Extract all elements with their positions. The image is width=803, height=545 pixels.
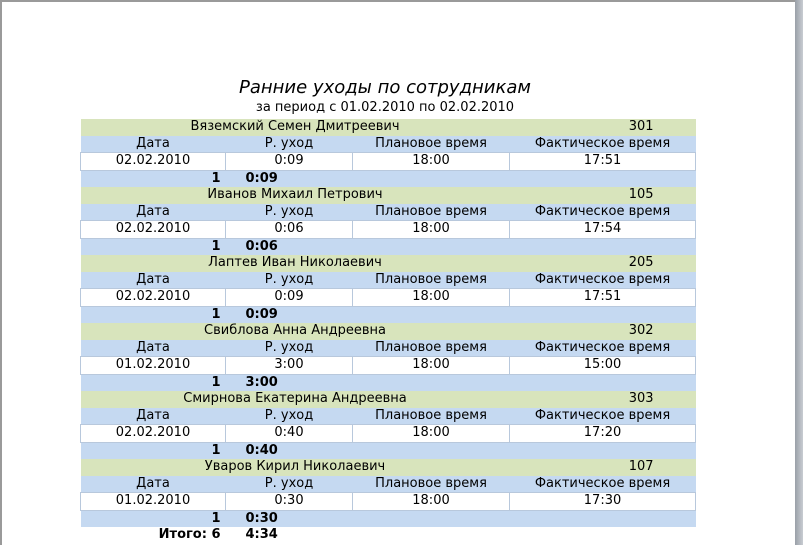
cell-actual: 17:51 bbox=[510, 153, 696, 171]
subtotal-count: 1 bbox=[81, 306, 226, 323]
subtotal-row bbox=[81, 238, 696, 255]
column-header-row bbox=[81, 136, 696, 153]
subtotal-row bbox=[81, 374, 696, 391]
employee-group-row bbox=[81, 119, 696, 136]
column-header: Дата bbox=[81, 340, 226, 357]
subtotal-time: 0:40 bbox=[226, 442, 353, 459]
subtotal-empty bbox=[353, 510, 510, 527]
grand-total-empty bbox=[510, 527, 696, 544]
column-header: Дата bbox=[81, 204, 226, 221]
column-header: Фактическое время bbox=[510, 272, 696, 289]
cell-early: 0:09 bbox=[226, 153, 353, 171]
subtotal-row bbox=[81, 170, 696, 187]
subtotal-time: 0:09 bbox=[226, 306, 353, 323]
column-header: Плановое время bbox=[353, 136, 510, 153]
report-period: за период с 01.02.2010 по 02.02.2010 bbox=[255, 100, 515, 115]
employee-code: 301 bbox=[510, 119, 696, 136]
table-row bbox=[81, 425, 696, 443]
cell-date: 01.02.2010 bbox=[81, 357, 226, 375]
column-header-row bbox=[81, 340, 696, 357]
subtotal-empty bbox=[510, 170, 696, 187]
column-header: Р. уход bbox=[226, 476, 353, 493]
cell-actual: 17:54 bbox=[510, 221, 696, 239]
employee-name: Лаптев Иван Николаевич bbox=[81, 255, 510, 272]
cell-actual: 17:51 bbox=[510, 289, 696, 307]
table-row bbox=[81, 357, 696, 375]
employee-group-row bbox=[81, 255, 696, 272]
cell-date: 02.02.2010 bbox=[81, 289, 226, 307]
employee-group-row bbox=[81, 187, 696, 204]
employee-code: 105 bbox=[510, 187, 696, 204]
subtotal-count: 1 bbox=[81, 170, 226, 187]
subtotal-time: 3:00 bbox=[226, 374, 353, 391]
subtotal-time: 0:30 bbox=[226, 510, 353, 527]
column-header: Дата bbox=[81, 408, 226, 425]
subtotal-count: 1 bbox=[81, 238, 226, 255]
column-header: Фактическое время bbox=[510, 408, 696, 425]
employee-group-row bbox=[81, 323, 696, 340]
subtotal-empty bbox=[353, 442, 510, 459]
employee-name: Свиблова Анна Андреевна bbox=[81, 323, 510, 340]
employee-group-row bbox=[81, 459, 696, 476]
cell-early: 0:06 bbox=[226, 221, 353, 239]
subtotal-row bbox=[81, 306, 696, 323]
column-header: Фактическое время bbox=[510, 136, 696, 153]
table-row bbox=[81, 221, 696, 239]
employee-code: 107 bbox=[510, 459, 696, 476]
cell-actual: 17:30 bbox=[510, 493, 696, 511]
table-row bbox=[81, 289, 696, 307]
column-header: Плановое время bbox=[353, 204, 510, 221]
column-header: Плановое время bbox=[353, 340, 510, 357]
employee-code: 205 bbox=[510, 255, 696, 272]
column-header: Фактическое время bbox=[510, 204, 696, 221]
subtotal-time: 0:09 bbox=[226, 170, 353, 187]
employee-name: Иванов Михаил Петрович bbox=[81, 187, 510, 204]
employee-name: Смирнова Екатерина Андреевна bbox=[81, 391, 510, 408]
report-table-body bbox=[81, 119, 696, 544]
subtotal-row bbox=[81, 442, 696, 459]
subtotal-empty bbox=[353, 170, 510, 187]
cell-early: 3:00 bbox=[226, 357, 353, 375]
window-scrollbar[interactable] bbox=[795, 0, 803, 545]
subtotal-empty bbox=[510, 510, 696, 527]
column-header: Плановое время bbox=[353, 272, 510, 289]
report-table bbox=[80, 119, 696, 544]
column-header: Р. уход bbox=[226, 136, 353, 153]
column-header: Дата bbox=[81, 272, 226, 289]
cell-planned: 18:00 bbox=[353, 289, 510, 307]
cell-date: 02.02.2010 bbox=[81, 221, 226, 239]
column-header: Р. уход bbox=[226, 408, 353, 425]
cell-early: 0:40 bbox=[226, 425, 353, 443]
cell-early: 0:09 bbox=[226, 289, 353, 307]
cell-planned: 18:00 bbox=[353, 493, 510, 511]
cell-planned: 18:00 bbox=[353, 357, 510, 375]
employee-name: Вяземский Семен Дмитреевич bbox=[81, 119, 510, 136]
grand-total-time: 4:34 bbox=[226, 527, 353, 544]
column-header: Р. уход bbox=[226, 272, 353, 289]
subtotal-empty bbox=[353, 374, 510, 391]
column-header: Р. уход bbox=[226, 204, 353, 221]
employee-name: Уваров Кирил Николаевич bbox=[81, 459, 510, 476]
cell-planned: 18:00 bbox=[353, 221, 510, 239]
subtotal-row bbox=[81, 510, 696, 527]
table-row bbox=[81, 153, 696, 171]
column-header: Дата bbox=[81, 136, 226, 153]
subtotal-count: 1 bbox=[81, 510, 226, 527]
cell-date: 01.02.2010 bbox=[81, 493, 226, 511]
column-header: Р. уход bbox=[226, 340, 353, 357]
employee-code: 303 bbox=[510, 391, 696, 408]
window-frame-top bbox=[0, 0, 803, 2]
grand-total-empty bbox=[353, 527, 510, 544]
cell-planned: 18:00 bbox=[353, 153, 510, 171]
grand-total-label: Итого: 6 bbox=[81, 527, 226, 544]
grand-total-row bbox=[81, 527, 696, 544]
subtotal-empty bbox=[510, 374, 696, 391]
column-header-row bbox=[81, 204, 696, 221]
column-header: Фактическое время bbox=[510, 340, 696, 357]
column-header: Фактическое время bbox=[510, 476, 696, 493]
subtotal-count: 1 bbox=[81, 374, 226, 391]
column-header-row bbox=[81, 272, 696, 289]
table-row bbox=[81, 493, 696, 511]
subtotal-empty bbox=[510, 306, 696, 323]
column-header: Плановое время bbox=[353, 408, 510, 425]
report-title: Ранние уходы по сотрудникам bbox=[239, 77, 531, 98]
subtotal-empty bbox=[353, 238, 510, 255]
employee-code: 302 bbox=[510, 323, 696, 340]
subtotal-empty bbox=[510, 442, 696, 459]
subtotal-empty bbox=[510, 238, 696, 255]
cell-date: 02.02.2010 bbox=[81, 425, 226, 443]
column-header-row bbox=[81, 476, 696, 493]
subtotal-empty bbox=[353, 306, 510, 323]
employee-group-row bbox=[81, 391, 696, 408]
subtotal-time: 0:06 bbox=[226, 238, 353, 255]
cell-actual: 17:20 bbox=[510, 425, 696, 443]
cell-planned: 18:00 bbox=[353, 425, 510, 443]
cell-early: 0:30 bbox=[226, 493, 353, 511]
column-header-row bbox=[81, 408, 696, 425]
subtotal-count: 1 bbox=[81, 442, 226, 459]
column-header: Дата bbox=[81, 476, 226, 493]
cell-date: 02.02.2010 bbox=[81, 153, 226, 171]
column-header: Плановое время bbox=[353, 476, 510, 493]
cell-actual: 15:00 bbox=[510, 357, 696, 375]
